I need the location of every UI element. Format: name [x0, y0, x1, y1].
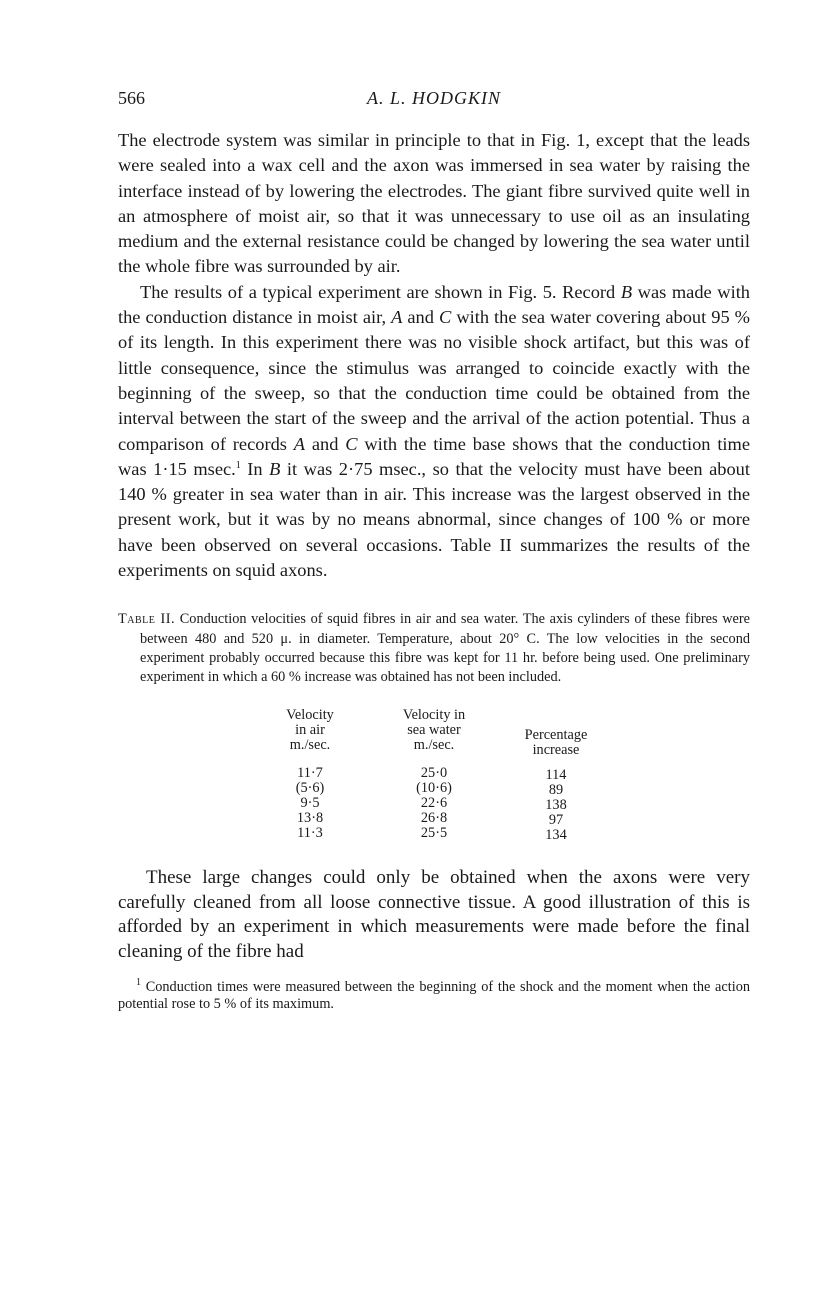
- table-caption-text: Conduction velocities of squid fibres in air and sea water. The axis cylinders of these fibres were between 480 and 520 μ. in diameter. Temperature, about 20° C. The low velocities in the second experiment probably occurred because this fibre was kept for 11 hr. before being used. One preliminary experiment in which a 60 % increase was obtained has not been included.: [140, 611, 751, 685]
- table-label: Table II.: [118, 611, 176, 628]
- footnote: [118, 979, 750, 1013]
- table-cell: 26·8: [420, 810, 448, 827]
- table-cell: 13·8: [296, 810, 324, 827]
- page: [118, 84, 750, 1027]
- running-head: [118, 84, 750, 112]
- table-cell: (5·6): [295, 780, 325, 797]
- column-percentage-increase: [506, 708, 606, 843]
- paragraph-electrode-system: The electrode system was similar in principle to that in Fig. 1, except that the leads were sealed into a wax cell and the axon was immersed in sea water by raising the interface instead of by lowering the electrodes. The giant fibre survived quite well in an atmosphere of moist air, so that it was unnecessary to use oil as an insulating medium and the external resistance could be changed by lowering the sea water until the whole fibre was surrounded by air.: [118, 130, 750, 277]
- column-header: Velocity in air m./sec.: [286, 707, 334, 754]
- record-c-ref: C: [345, 433, 358, 454]
- table-cell: 138: [545, 797, 567, 814]
- paragraph-results: The results of a typical experiment are shown in Fig. 5. Record B was made with the conduction distance in moist air, A and C with the sea water covering about 95 % of its length. In this experiment there was no visible shock artifact, but this was of little consequence, since the stimulus was arranged to coincide exactly with the beginning of the sweep, so that the conduction time could be obtained from the interval between the start of the sweep and the arrival of the action potential. Thus a comparison of records A and C with the time base shows that the conduction time was 1·15 msec.$^1$ In B it was 2·75 msec., so that the velocity must have been about 140 % greater in sea water than in air. This increase was the largest observed in the present work, but it was by no means abnormal, since changes of 100 % or more have been observed on several occasions. Table II summarizes the results of the experiments on squid axons.: [118, 281, 751, 581]
- table-cell: 11·3: [297, 825, 323, 842]
- record-c-ref: C: [439, 307, 452, 328]
- footnote-marker[interactable]: 1: [235, 459, 241, 471]
- footnote-text: Conduction times were measured between the beginning of the shock and the moment when the action potential rose to 5 % of its maximum.: [118, 979, 750, 1013]
- column-velocity-air: [268, 708, 352, 841]
- table-cell: 114: [545, 767, 567, 784]
- column-header: Velocity in sea water m./sec.: [402, 707, 466, 754]
- page-number: 566: [118, 88, 145, 108]
- record-b-ref: B: [269, 458, 281, 479]
- record-a-ref: A: [391, 307, 403, 328]
- paragraph-cleaning: These large changes could only be obtained when the axons were very carefully cleaned from all loose connective tissue. A good illustration of this is afforded by an experiment in which measurements were made before the final cleaning of the fibre had: [118, 867, 750, 962]
- table-cell: 25·0: [420, 765, 448, 782]
- table-cell: 25·5: [420, 825, 448, 842]
- table-cell: 134: [545, 827, 567, 844]
- column-header: Percentage increase: [524, 727, 588, 759]
- record-a-ref: A: [293, 433, 305, 454]
- footnote-number: 1: [136, 977, 141, 989]
- table-cell: 11·7: [297, 765, 323, 782]
- table-cell: 97: [548, 812, 564, 829]
- running-head-author: A. L. HODGKIN: [366, 88, 501, 108]
- column-velocity-sea-water: [382, 708, 486, 841]
- table-cell: 9·5: [300, 795, 320, 812]
- velocity-table: [118, 708, 750, 848]
- record-b-ref: B: [620, 281, 633, 302]
- table-cell: (10·6): [416, 780, 452, 797]
- table-caption: [118, 610, 750, 687]
- table-cell: 89: [548, 782, 564, 799]
- table-cell: 22·6: [420, 795, 448, 812]
